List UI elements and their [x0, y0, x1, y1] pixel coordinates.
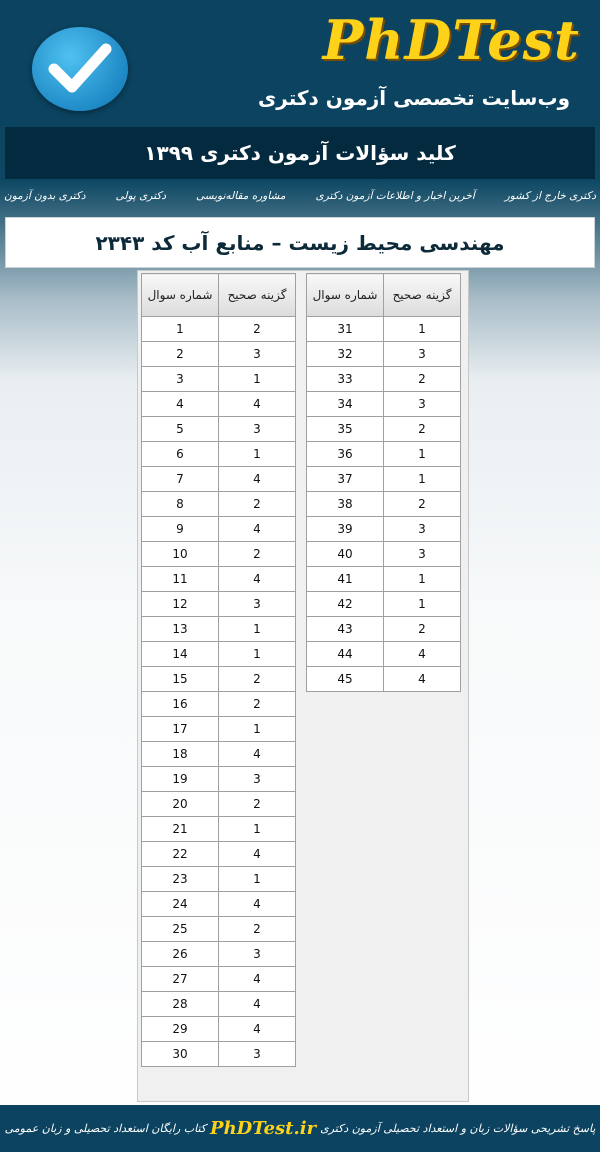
question-number-cell: 33: [307, 367, 384, 392]
correct-answer-cell: 2: [219, 492, 296, 517]
site-header: [0, 0, 600, 125]
question-number-cell: 27: [142, 967, 219, 992]
question-number-cell: 19: [142, 767, 219, 792]
nav-item-phd-abroad[interactable]: دکتری خارج از کشور: [504, 190, 596, 202]
table-row: [307, 517, 461, 542]
correct-answer-cell: 1: [384, 467, 461, 492]
question-number-cell: 30: [142, 1042, 219, 1067]
question-number-cell: 42: [307, 592, 384, 617]
column-header-answer: گزینه صحیح: [219, 274, 296, 317]
correct-answer-cell: 1: [219, 442, 296, 467]
question-number-cell: 23: [142, 867, 219, 892]
question-number-cell: 17: [142, 717, 219, 742]
answer-table-1-30: [141, 273, 296, 1067]
correct-answer-cell: 4: [219, 967, 296, 992]
question-number-cell: 32: [307, 342, 384, 367]
answer-key-title: کلید سؤالات آزمون دکتری ۱۳۹۹: [5, 127, 595, 179]
question-number-cell: 21: [142, 817, 219, 842]
table-row: [307, 317, 461, 342]
question-number-cell: 14: [142, 642, 219, 667]
nav-bar: [0, 190, 600, 214]
correct-answer-cell: 1: [384, 442, 461, 467]
question-number-cell: 9: [142, 517, 219, 542]
correct-answer-cell: 3: [384, 517, 461, 542]
question-number-cell: 45: [307, 667, 384, 692]
correct-answer-cell: 1: [219, 817, 296, 842]
question-number-cell: 29: [142, 1017, 219, 1042]
table-row: [142, 742, 296, 767]
correct-answer-cell: 1: [219, 367, 296, 392]
correct-answer-cell: 2: [219, 317, 296, 342]
correct-answer-cell: 4: [219, 567, 296, 592]
table-row: [142, 642, 296, 667]
question-number-cell: 44: [307, 642, 384, 667]
table-row: [142, 917, 296, 942]
question-number-cell: 8: [142, 492, 219, 517]
correct-answer-cell: 3: [384, 342, 461, 367]
correct-answer-cell: 3: [219, 592, 296, 617]
table-row: [307, 642, 461, 667]
table-row: [142, 367, 296, 392]
correct-answer-cell: 1: [219, 717, 296, 742]
table-row: [307, 567, 461, 592]
question-number-cell: 11: [142, 567, 219, 592]
correct-answer-cell: 4: [219, 842, 296, 867]
table-row: [307, 492, 461, 517]
table-row: [142, 992, 296, 1017]
question-number-cell: 7: [142, 467, 219, 492]
table-row: [142, 592, 296, 617]
correct-answer-cell: 1: [384, 592, 461, 617]
question-number-cell: 2: [142, 342, 219, 367]
table-row: [142, 967, 296, 992]
exam-title: مهندسی محیط زیست – منابع آب کد ۲۳۴۳: [5, 217, 595, 268]
table-row: [307, 367, 461, 392]
question-number-cell: 37: [307, 467, 384, 492]
correct-answer-cell: 4: [219, 1017, 296, 1042]
table-row: [142, 817, 296, 842]
correct-answer-cell: 4: [219, 892, 296, 917]
table-row: [307, 592, 461, 617]
question-number-cell: 26: [142, 942, 219, 967]
question-number-cell: 18: [142, 742, 219, 767]
correct-answer-cell: 2: [384, 417, 461, 442]
checkmark-icon: [32, 27, 128, 111]
question-number-cell: 10: [142, 542, 219, 567]
table-row: [142, 392, 296, 417]
correct-answer-cell: 1: [384, 567, 461, 592]
question-number-cell: 5: [142, 417, 219, 442]
table-row: [142, 792, 296, 817]
correct-answer-cell: 1: [219, 867, 296, 892]
table-row: [307, 342, 461, 367]
question-number-cell: 28: [142, 992, 219, 1017]
question-number-cell: 43: [307, 617, 384, 642]
table-row: [142, 467, 296, 492]
table-row: [142, 667, 296, 692]
correct-answer-cell: 3: [219, 942, 296, 967]
table-row: [142, 342, 296, 367]
question-number-cell: 4: [142, 392, 219, 417]
table-row: [142, 542, 296, 567]
table-row: [142, 692, 296, 717]
footer-site-link[interactable]: PhDTest.ir: [210, 1118, 317, 1139]
footer-banner: [0, 1105, 600, 1152]
table-row: [142, 567, 296, 592]
table-row: [142, 417, 296, 442]
question-number-cell: 34: [307, 392, 384, 417]
nav-item-phd-without-exam[interactable]: دکتری بدون آزمون: [4, 190, 86, 202]
question-number-cell: 36: [307, 442, 384, 467]
correct-answer-cell: 3: [219, 342, 296, 367]
correct-answer-cell: 3: [384, 392, 461, 417]
table-row: [307, 617, 461, 642]
nav-item-latest-news[interactable]: آخرین اخبار و اطلاعات آزمون دکتری: [315, 190, 475, 202]
correct-answer-cell: 2: [219, 692, 296, 717]
table-row: [307, 467, 461, 492]
table-row: [142, 942, 296, 967]
question-number-cell: 35: [307, 417, 384, 442]
correct-answer-cell: 2: [219, 667, 296, 692]
footer-text-free-book[interactable]: کتاب رایگان استعداد تحصیلی و زبان عمومی: [4, 1122, 207, 1135]
nav-item-paper-consulting[interactable]: مشاوره مقاله‌نویسی: [196, 190, 286, 202]
table-row: [142, 492, 296, 517]
table-row: [142, 767, 296, 792]
question-number-cell: 25: [142, 917, 219, 942]
correct-answer-cell: 1: [384, 317, 461, 342]
question-number-cell: 1: [142, 317, 219, 342]
correct-answer-cell: 2: [219, 542, 296, 567]
correct-answer-cell: 4: [219, 517, 296, 542]
question-number-cell: 40: [307, 542, 384, 567]
correct-answer-cell: 2: [384, 367, 461, 392]
question-number-cell: 6: [142, 442, 219, 467]
table-row: [307, 667, 461, 692]
question-number-cell: 16: [142, 692, 219, 717]
table-row: [307, 417, 461, 442]
correct-answer-cell: 1: [219, 642, 296, 667]
correct-answer-cell: 3: [219, 417, 296, 442]
correct-answer-cell: 2: [384, 492, 461, 517]
question-number-cell: 13: [142, 617, 219, 642]
question-number-cell: 15: [142, 667, 219, 692]
question-number-cell: 24: [142, 892, 219, 917]
footer-text-answers[interactable]: پاسخ تشریحی سؤالات زبان و استعداد تحصیلی آزمون دکتری: [320, 1122, 596, 1135]
correct-answer-cell: 3: [219, 1042, 296, 1067]
question-number-cell: 3: [142, 367, 219, 392]
table-row: [307, 442, 461, 467]
table-row: [307, 542, 461, 567]
question-number-cell: 20: [142, 792, 219, 817]
column-header-question: شماره سوال: [142, 274, 219, 317]
table-row: [142, 317, 296, 342]
column-header-answer: گزینه صحیح: [384, 274, 461, 317]
table-row: [142, 517, 296, 542]
question-number-cell: 31: [307, 317, 384, 342]
correct-answer-cell: 2: [219, 792, 296, 817]
table-row: [142, 892, 296, 917]
correct-answer-cell: 4: [219, 992, 296, 1017]
site-tagline: وب‌سایت تخصصی آزمون دکتری: [257, 86, 570, 110]
question-number-cell: 22: [142, 842, 219, 867]
correct-answer-cell: 4: [219, 392, 296, 417]
correct-answer-cell: 2: [219, 917, 296, 942]
question-number-cell: 12: [142, 592, 219, 617]
correct-answer-cell: 4: [219, 467, 296, 492]
brand-logo-text[interactable]: PhDTest: [322, 8, 580, 72]
table-row: [307, 392, 461, 417]
question-number-cell: 38: [307, 492, 384, 517]
table-row: [142, 1042, 296, 1067]
column-header-question: شماره سوال: [307, 274, 384, 317]
correct-answer-cell: 4: [384, 667, 461, 692]
question-number-cell: 39: [307, 517, 384, 542]
answer-key-panel: [137, 270, 469, 1102]
table-row: [142, 717, 296, 742]
table-row: [142, 867, 296, 892]
correct-answer-cell: 3: [384, 542, 461, 567]
table-row: [142, 1017, 296, 1042]
correct-answer-cell: 3: [219, 767, 296, 792]
correct-answer-cell: 2: [384, 617, 461, 642]
table-row: [142, 617, 296, 642]
correct-answer-cell: 4: [384, 642, 461, 667]
answer-table-31-45: [306, 273, 461, 692]
table-row: [142, 442, 296, 467]
correct-answer-cell: 1: [219, 617, 296, 642]
table-row: [142, 842, 296, 867]
question-number-cell: 41: [307, 567, 384, 592]
nav-item-paid-phd[interactable]: دکتری پولی: [115, 190, 167, 202]
correct-answer-cell: 4: [219, 742, 296, 767]
